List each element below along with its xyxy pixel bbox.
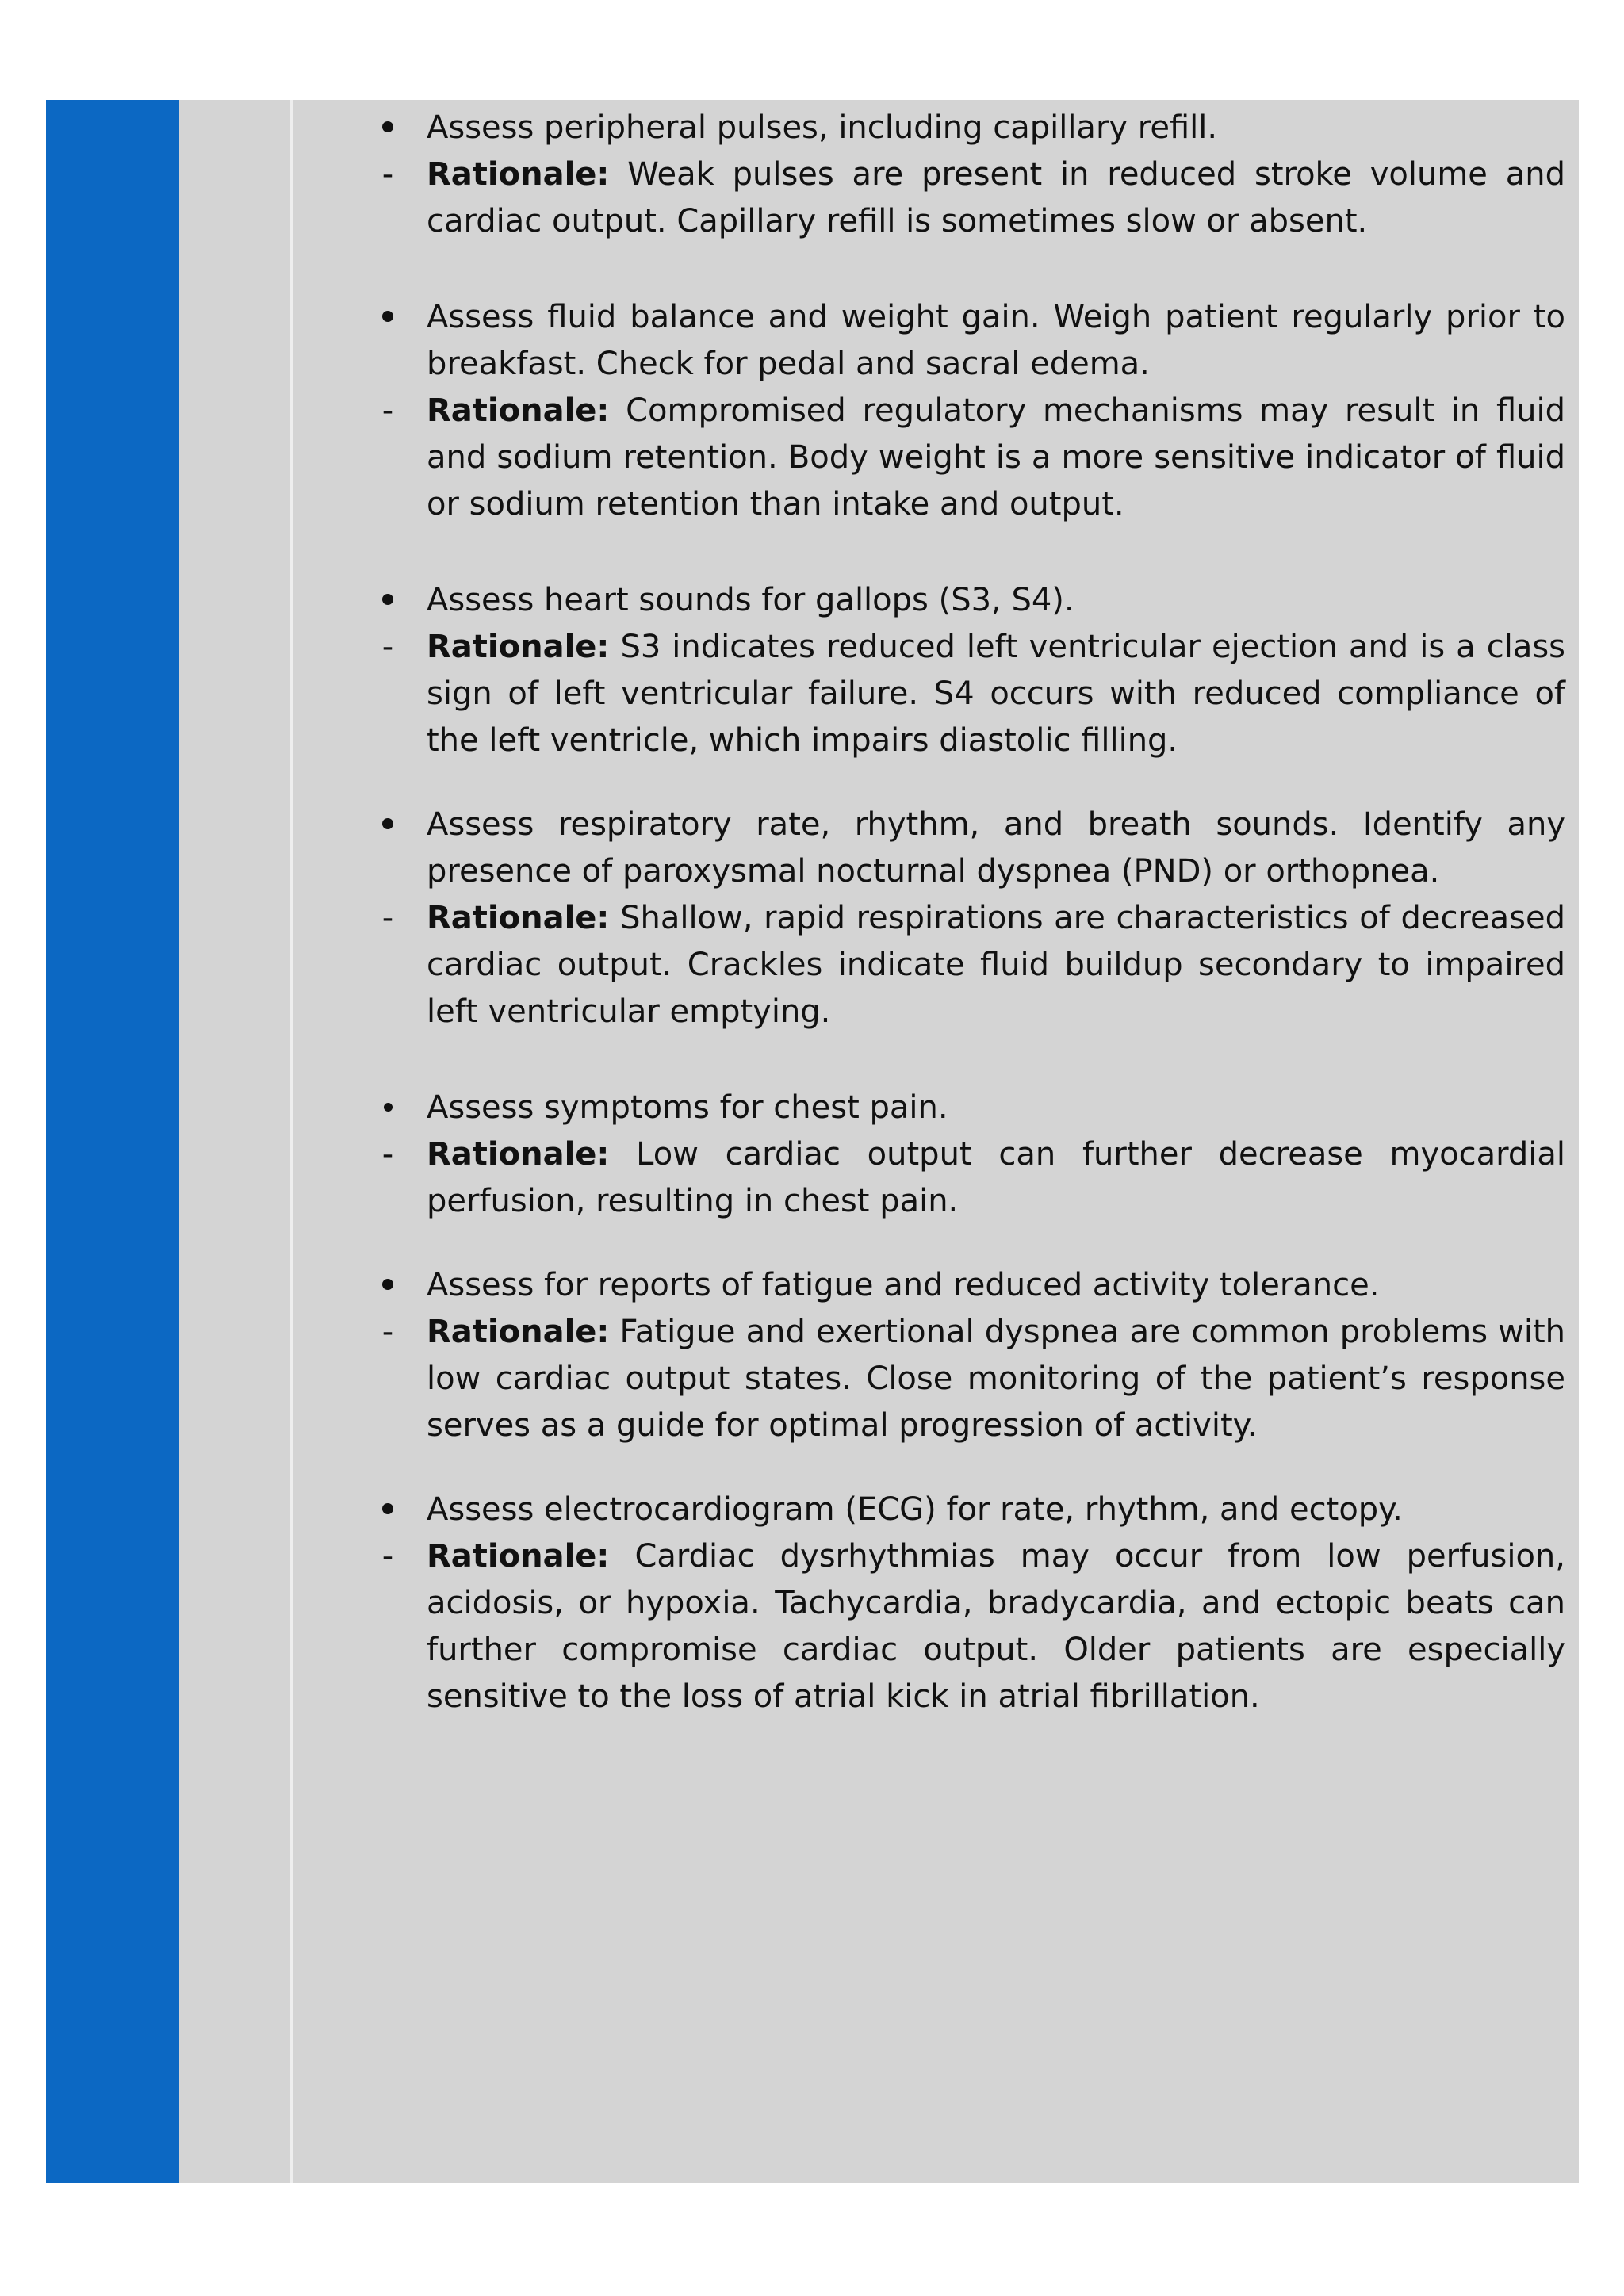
- intervention-text: Assess respiratory rate, rhythm, and breath sounds. Identify any presence of paroxysmal nocturnal dyspnea (PND) or orthopnea.: [427, 806, 1565, 890]
- dash-icon: -: [381, 392, 394, 429]
- list-item: [372, 577, 1565, 764]
- rationale-label: Rationale:: [427, 1314, 610, 1350]
- rationale-label: Rationale:: [427, 392, 610, 429]
- list-item: [372, 105, 1565, 245]
- list-item: [372, 1085, 1565, 1225]
- list-item: [372, 1487, 1565, 1720]
- dash-icon: -: [381, 629, 394, 665]
- rationale-line: [372, 1309, 1565, 1449]
- bullet-icon: [372, 1487, 404, 1533]
- rationale-line: [372, 1131, 1565, 1225]
- list-item: [372, 294, 1565, 528]
- intervention-text: Assess fluid balance and weight gain. Weigh patient regularly prior to breakfast. Check for pedal and sacral edema.: [427, 299, 1565, 382]
- rationale-label: Rationale:: [427, 156, 610, 193]
- intervention-text: Assess symptoms for chest pain.: [427, 1089, 948, 1126]
- rationale-line: [372, 388, 1565, 528]
- content-column: [293, 100, 1579, 2183]
- intervention-line: [372, 105, 1565, 151]
- rationale-text: Low cardiac output can further decrease myocardial perfusion, resulting in chest pain.: [427, 1136, 1566, 1219]
- bullet-icon: [372, 577, 404, 624]
- bullet-icon: [372, 802, 404, 848]
- rationale-label: Rationale:: [427, 629, 610, 665]
- intervention-text: Assess heart sounds for gallops (S3, S4).: [427, 582, 1074, 618]
- rationale-line: [372, 1533, 1565, 1720]
- rationale-line: [372, 895, 1565, 1035]
- intervention-text: Assess for reports of fatigue and reduced activity tolerance.: [427, 1267, 1380, 1303]
- intervention-text: Assess electrocardiogram (ECG) for rate, rhythm, and ectopy.: [427, 1491, 1403, 1528]
- intervention-text: Assess peripheral pulses, including capillary refill.: [427, 109, 1218, 146]
- rationale-text: Shallow, rapid respirations are characteristics of decreased cardiac output. Crackles indicate fluid buildup secondary to impaired left ventricular emptying.: [427, 900, 1565, 1030]
- bullet-icon: [372, 105, 404, 151]
- dash-icon: -: [381, 1314, 394, 1350]
- intervention-line: [372, 802, 1565, 895]
- dash-icon: -: [381, 156, 394, 193]
- rationale-label: Rationale:: [427, 1538, 610, 1575]
- dash-icon: -: [381, 1538, 394, 1575]
- intervention-line: [372, 1487, 1565, 1533]
- rationale-text: Fatigue and exertional dyspnea are common problems with low cardiac output states. Close monitoring of the patient’s response serves as a guide for optimal progression of activity.: [427, 1314, 1565, 1444]
- intervention-line: [372, 294, 1565, 388]
- bullet-icon: [372, 1085, 404, 1131]
- rationale-line: [372, 624, 1565, 764]
- bullet-icon: [372, 1262, 404, 1309]
- left-accent-bar: [46, 100, 179, 2183]
- middle-column: [179, 100, 290, 2183]
- rationale-text: Compromised regulatory mechanisms may result in fluid and sodium retention. Body weight is a more sensitive indicator of fluid or sodium retention than intake and output.: [427, 392, 1565, 522]
- rationale-line: [372, 151, 1565, 245]
- rationale-text: S3 indicates reduced left ventricular ejection and is a class sign of left ventricular failure. S4 occurs with reduced compliance of the left ventricle, which impairs diastolic filling.: [427, 629, 1566, 759]
- list-item: [372, 802, 1565, 1035]
- dash-icon: -: [381, 1136, 394, 1173]
- intervention-line: [372, 1262, 1565, 1309]
- bullet-icon: [372, 294, 404, 341]
- intervention-line: [372, 577, 1565, 624]
- nursing-interventions-list: [372, 105, 1565, 1720]
- rationale-text: Cardiac dysrhythmias may occur from low perfusion, acidosis, or hypoxia. Tachycardia, bradycardia, and ectopic beats can further compromise cardiac output. Older patients are especially sensitive to the loss of atrial kick in atrial fibrillation.: [427, 1538, 1565, 1715]
- intervention-line: [372, 1085, 1565, 1131]
- rationale-text: Weak pulses are present in reduced stroke volume and cardiac output. Capillary refill is sometimes slow or absent.: [427, 156, 1565, 239]
- rationale-label: Rationale:: [427, 1136, 610, 1173]
- dash-icon: -: [381, 900, 394, 936]
- rationale-label: Rationale:: [427, 900, 610, 936]
- list-item: [372, 1262, 1565, 1449]
